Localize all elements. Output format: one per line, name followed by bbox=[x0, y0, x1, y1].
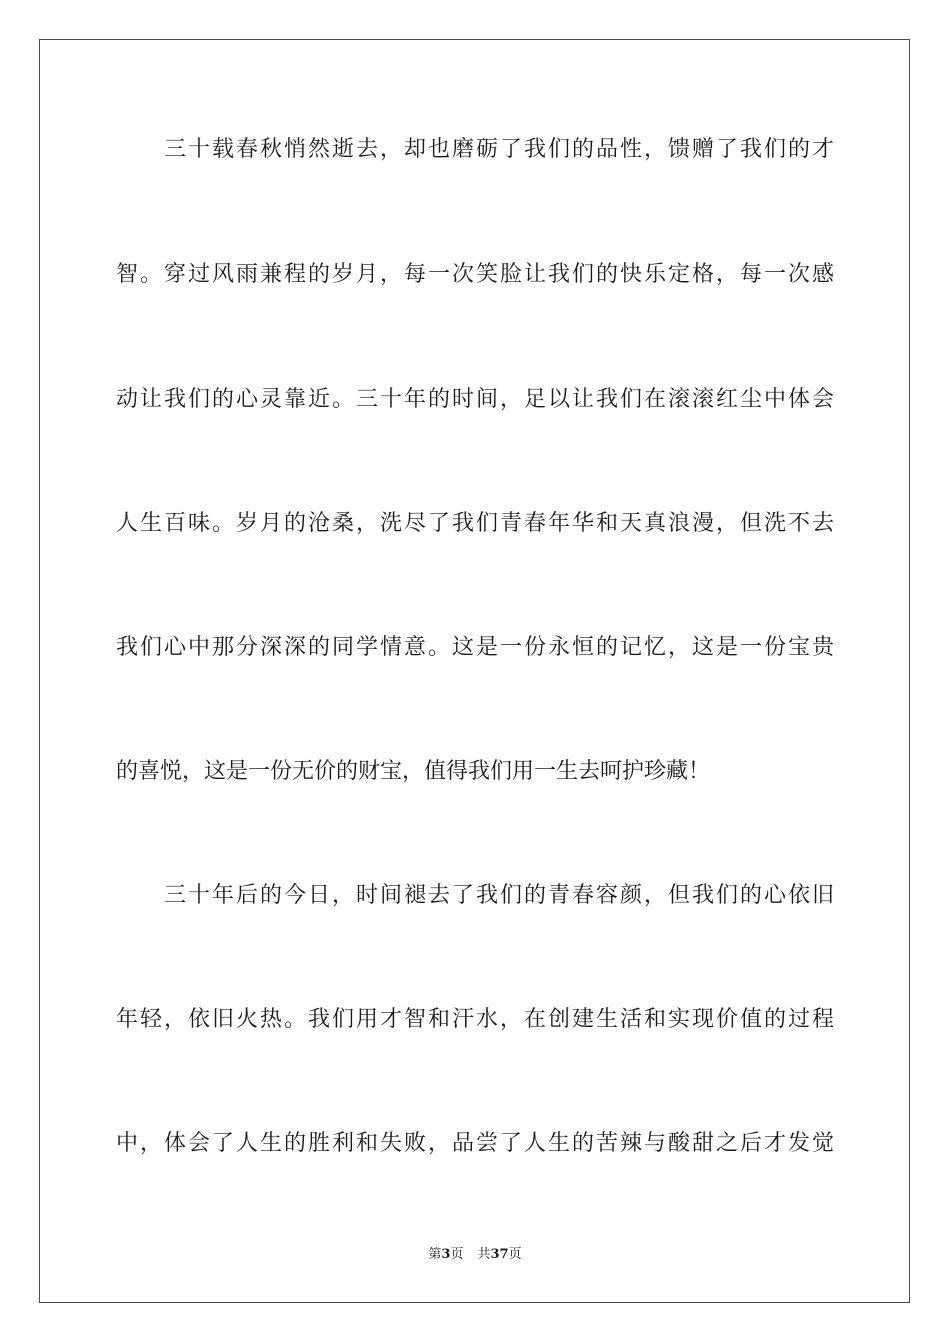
paragraph-2-line-3: 中，体会了人生的胜利和失败，品尝了人生的苦辣与酸甜之后才发觉 bbox=[116, 1131, 834, 1156]
paragraph-1-line-4: 人生百味。岁月的沧桑，洗尽了我们青春年华和天真浪漫，但洗不去 bbox=[116, 511, 834, 536]
page-border bbox=[39, 39, 910, 1303]
paragraph-2-line-1: 三十年后的今日，时间褪去了我们的青春容颜，但我们的心依旧 bbox=[164, 883, 834, 908]
paragraph-2-line-2: 年轻，依旧火热。我们用才智和汗水，在创建生活和实现价值的过程 bbox=[116, 1007, 834, 1032]
paragraph-1-line-2: 智。穿过风雨兼程的岁月，每一次笑脸让我们的快乐定格，每一次感 bbox=[116, 262, 834, 287]
page-suffix: 页 bbox=[450, 1247, 464, 1262]
page-number: 3 bbox=[441, 1247, 451, 1262]
total-suffix: 页 bbox=[508, 1247, 522, 1262]
paragraph-1-line-1: 三十载春秋悄然逝去，却也磨砺了我们的品性，馈赠了我们的才 bbox=[164, 137, 834, 162]
total-pages: 37 bbox=[490, 1247, 509, 1262]
paragraph-1-line-5: 我们心中那分深深的同学情意。这是一份永恒的记忆，这是一份宝贵 bbox=[116, 635, 834, 660]
total-prefix: 共 bbox=[477, 1247, 491, 1262]
page-prefix: 第 bbox=[428, 1247, 442, 1262]
paragraph-1-line-6: 的喜悦，这是一份无价的财宝，值得我们用一生去呵护珍藏！ bbox=[116, 759, 711, 784]
page-footer bbox=[0, 1246, 950, 1264]
paragraph-1-line-3: 动让我们的心灵靠近。三十年的时间，足以让我们在滚滚红尘中体会 bbox=[116, 387, 834, 412]
